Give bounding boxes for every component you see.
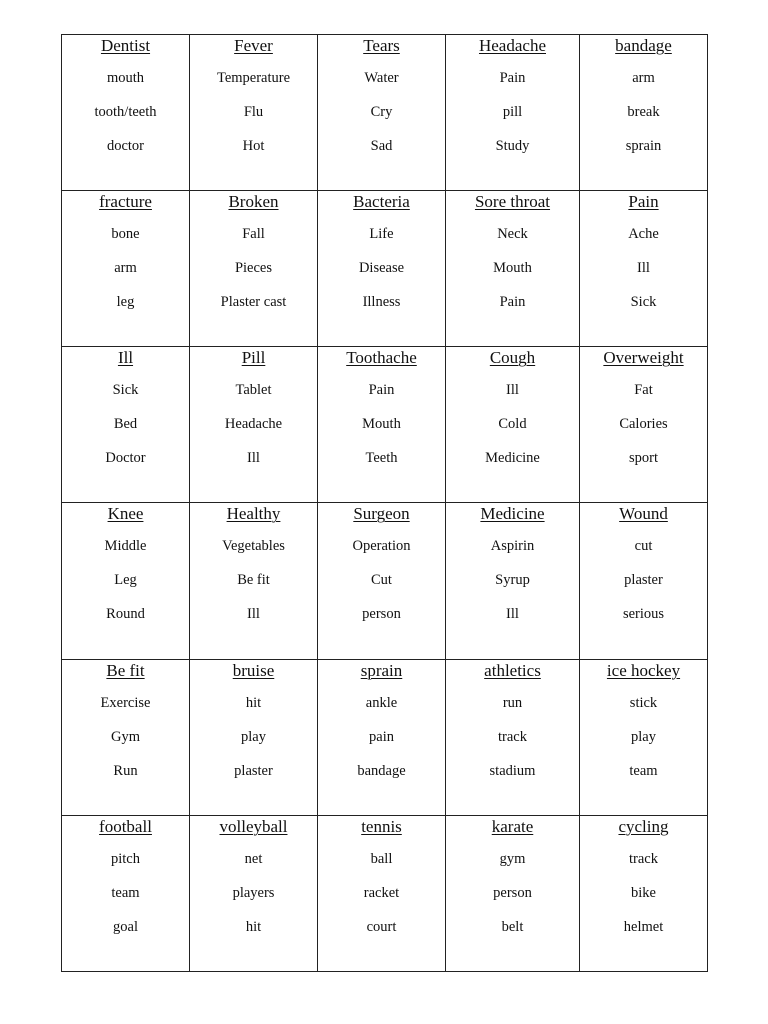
taboo-word: Sick	[630, 294, 657, 311]
card-title: tennis	[361, 816, 402, 836]
word-card	[318, 347, 446, 503]
card-row	[62, 191, 708, 347]
taboo-word: sport	[629, 450, 658, 467]
taboo-word: Headache	[224, 416, 283, 433]
card-title: football	[99, 816, 152, 836]
taboo-word: Bed	[113, 416, 138, 433]
word-card	[318, 503, 446, 659]
taboo-word: Cold	[498, 416, 527, 433]
taboo-word: helmet	[623, 918, 664, 935]
word-card	[580, 35, 708, 191]
taboo-word: cut	[634, 538, 653, 555]
taboo-word: pill	[502, 104, 523, 120]
taboo-word: Sad	[370, 138, 393, 154]
taboo-word: Round	[106, 606, 145, 623]
taboo-word: Water	[364, 70, 399, 86]
card-title: Knee	[107, 504, 144, 524]
word-card	[446, 35, 580, 191]
card-title: bruise	[232, 660, 275, 680]
word-card	[190, 347, 318, 503]
card-title: Be fit	[106, 660, 145, 680]
card-title: Sore throat	[474, 192, 551, 212]
card-row	[62, 35, 708, 191]
card-title: karate	[491, 816, 534, 836]
taboo-word: tooth/teeth	[94, 104, 157, 120]
taboo-word-list	[62, 538, 189, 623]
taboo-word: Ill	[247, 606, 260, 623]
taboo-word: bike	[631, 884, 656, 901]
taboo-word: doctor	[106, 138, 145, 154]
taboo-word: mouth	[106, 70, 145, 86]
word-card	[446, 659, 580, 815]
card-title: bandage	[615, 36, 672, 55]
taboo-word: Study	[495, 138, 530, 154]
taboo-word-list	[62, 226, 189, 311]
taboo-word: Run	[113, 762, 138, 779]
taboo-word-list	[446, 382, 579, 467]
taboo-word: Vegetables	[222, 538, 285, 555]
taboo-word-list	[446, 851, 579, 936]
taboo-word: ankle	[365, 694, 398, 711]
taboo-word: net	[244, 850, 263, 867]
word-card	[318, 35, 446, 191]
taboo-word: Doctor	[105, 450, 146, 467]
taboo-word: Calories	[619, 416, 668, 433]
taboo-word: track	[498, 728, 527, 745]
card-title: Headache	[478, 36, 546, 55]
card-title: Medicine	[480, 504, 545, 524]
taboo-word-list	[190, 851, 317, 936]
taboo-word-list	[318, 382, 445, 467]
taboo-word: Ache	[628, 226, 659, 243]
taboo-word: plaster	[234, 762, 273, 779]
card-title: fracture	[99, 192, 152, 212]
taboo-word: sprain	[625, 138, 662, 154]
card-row	[62, 503, 708, 659]
word-card	[62, 35, 190, 191]
taboo-word-list	[446, 226, 579, 311]
taboo-word-list	[318, 851, 445, 936]
taboo-word-list	[446, 538, 579, 623]
taboo-word: Pain	[368, 382, 395, 399]
word-card	[62, 815, 190, 971]
word-card	[580, 347, 708, 503]
taboo-word: Aspirin	[490, 538, 535, 555]
taboo-word: Pain	[499, 294, 526, 311]
taboo-word: stadium	[489, 762, 536, 779]
card-row	[62, 347, 708, 503]
taboo-word: Be fit	[237, 572, 270, 589]
taboo-word: leg	[116, 294, 135, 311]
word-card	[318, 191, 446, 347]
taboo-word: belt	[501, 918, 524, 935]
taboo-word: Cry	[370, 104, 393, 120]
taboo-word: court	[366, 918, 397, 935]
word-card	[62, 503, 190, 659]
taboo-word: Exercise	[100, 694, 151, 711]
taboo-word: Temperature	[216, 70, 291, 86]
word-card	[62, 191, 190, 347]
taboo-word-list	[62, 70, 189, 155]
taboo-word: hit	[245, 694, 262, 711]
taboo-word: racket	[363, 884, 400, 901]
taboo-word-list	[190, 382, 317, 467]
card-title: Wound	[619, 504, 668, 524]
card-title: Surgeon	[353, 504, 410, 524]
card-title: sprain	[360, 660, 403, 680]
card-title: Bacteria	[353, 192, 410, 212]
taboo-word: person	[362, 606, 401, 623]
word-card	[190, 815, 318, 971]
taboo-word: run	[502, 694, 523, 711]
card-title: ice hockey	[606, 660, 681, 680]
cards-body	[62, 35, 708, 972]
taboo-word: Fat	[634, 382, 653, 399]
taboo-word: Ill	[506, 382, 519, 399]
taboo-cards-table	[61, 34, 708, 972]
taboo-word: pitch	[111, 850, 140, 867]
card-title: athletics	[484, 660, 541, 680]
taboo-word: Ill	[506, 606, 519, 623]
taboo-word-list	[318, 695, 445, 780]
card-title: Ill	[117, 348, 134, 368]
taboo-word-list	[580, 226, 707, 311]
taboo-word: Illness	[362, 294, 401, 311]
word-card	[446, 815, 580, 971]
card-title: Pain	[628, 192, 659, 212]
word-card	[190, 191, 318, 347]
taboo-word-list	[62, 695, 189, 780]
word-card	[318, 659, 446, 815]
taboo-word-list	[318, 538, 445, 623]
word-card	[580, 503, 708, 659]
taboo-word: Sick	[112, 382, 139, 399]
taboo-word-list	[580, 382, 707, 467]
taboo-word-list	[62, 382, 189, 467]
taboo-word: players	[232, 884, 275, 901]
taboo-word: Neck	[497, 226, 528, 243]
taboo-word-list	[190, 538, 317, 623]
taboo-word-list	[318, 70, 445, 155]
card-title: Healthy	[226, 504, 281, 524]
card-title: Dentist	[100, 36, 151, 55]
word-card	[580, 815, 708, 971]
taboo-word: Pain	[499, 70, 526, 86]
card-row	[62, 815, 708, 971]
taboo-word: stick	[629, 694, 658, 711]
card-title: Fever	[234, 36, 273, 55]
card-title: volleyball	[219, 816, 288, 836]
taboo-word: pain	[369, 728, 394, 745]
word-card	[190, 503, 318, 659]
word-card	[446, 503, 580, 659]
word-card	[446, 191, 580, 347]
taboo-word: break	[627, 104, 660, 120]
word-card	[190, 659, 318, 815]
taboo-word-list	[580, 851, 707, 936]
taboo-word-list	[446, 70, 579, 155]
card-title: Pill	[241, 348, 266, 368]
taboo-word: Fall	[242, 226, 265, 243]
word-card	[190, 35, 318, 191]
taboo-word-list	[62, 851, 189, 936]
taboo-word: Ill	[637, 260, 650, 277]
taboo-word-list	[580, 70, 707, 155]
taboo-word-list	[190, 70, 317, 155]
taboo-word: arm	[114, 260, 137, 277]
taboo-word-list	[318, 226, 445, 311]
card-title: Broken	[228, 192, 279, 212]
taboo-word: team	[629, 762, 658, 779]
taboo-word: track	[629, 850, 658, 867]
taboo-word: Gym	[111, 728, 140, 745]
word-card	[580, 659, 708, 815]
taboo-word: Ill	[247, 450, 260, 467]
taboo-word-list	[580, 538, 707, 623]
taboo-word: Cut	[371, 572, 392, 589]
taboo-word: Mouth	[362, 416, 401, 433]
taboo-word-list	[446, 695, 579, 780]
taboo-word: Operation	[352, 538, 411, 555]
taboo-word: hit	[245, 918, 262, 935]
taboo-word: gym	[499, 850, 526, 867]
taboo-word: play	[631, 728, 656, 745]
word-card	[446, 347, 580, 503]
taboo-word: Syrup	[495, 572, 530, 589]
card-title: Toothache	[346, 348, 417, 368]
card-title: Overweight	[603, 348, 684, 368]
taboo-word: arm	[632, 70, 655, 86]
taboo-word: Mouth	[493, 260, 532, 277]
taboo-word: team	[111, 884, 140, 901]
taboo-word-list	[580, 695, 707, 780]
taboo-word: play	[241, 728, 266, 745]
taboo-word: Medicine	[485, 450, 540, 467]
card-title: Cough	[489, 348, 536, 368]
taboo-word: ball	[370, 850, 393, 867]
taboo-word: Plaster cast	[220, 294, 287, 311]
taboo-word-list	[190, 695, 317, 780]
card-title: cycling	[618, 816, 669, 836]
taboo-word: person	[493, 884, 532, 901]
taboo-word-list	[190, 226, 317, 311]
taboo-word: Leg	[114, 572, 137, 589]
taboo-word: Middle	[104, 538, 147, 555]
card-title: Tears	[363, 36, 400, 55]
taboo-word: serious	[622, 606, 665, 623]
taboo-word: Tablet	[235, 382, 272, 399]
word-card	[318, 815, 446, 971]
taboo-word: bone	[111, 226, 140, 243]
taboo-word: Hot	[242, 138, 265, 154]
word-card	[62, 659, 190, 815]
taboo-word: bandage	[357, 762, 406, 779]
taboo-word: Flu	[243, 104, 264, 120]
word-card	[62, 347, 190, 503]
word-card	[580, 191, 708, 347]
taboo-word: Teeth	[365, 450, 398, 467]
card-row	[62, 659, 708, 815]
taboo-word: goal	[113, 918, 138, 935]
taboo-word: Disease	[358, 260, 405, 277]
taboo-word: Life	[369, 226, 394, 243]
taboo-word: Pieces	[234, 260, 273, 277]
taboo-word: plaster	[624, 572, 663, 589]
